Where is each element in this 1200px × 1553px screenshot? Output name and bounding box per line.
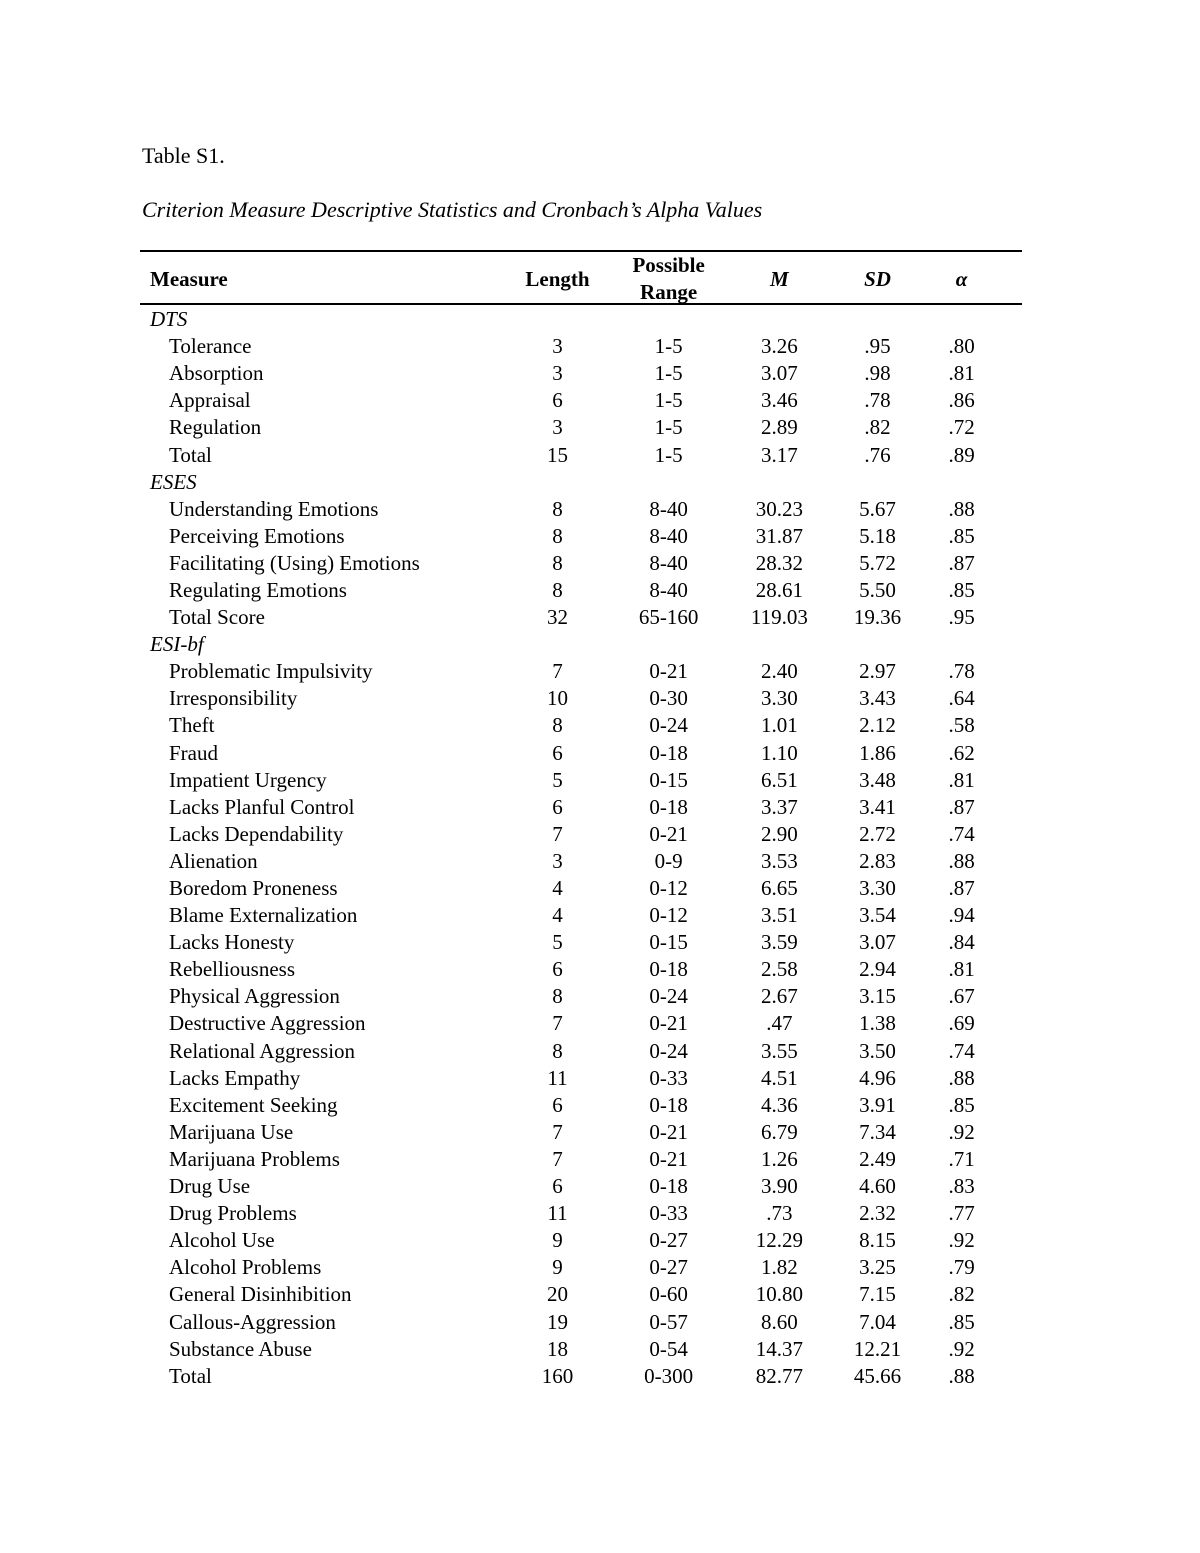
alpha-cell: .78 bbox=[948, 659, 975, 684]
table-row bbox=[140, 740, 1022, 767]
table-row bbox=[140, 577, 1022, 604]
length-cell: 8 bbox=[552, 1038, 563, 1063]
measure-cell: Regulating Emotions bbox=[169, 577, 347, 602]
length-cell: 19 bbox=[547, 1309, 569, 1334]
sd-cell: 1.86 bbox=[859, 740, 896, 765]
sd-cell: 3.50 bbox=[859, 1038, 896, 1063]
table-row bbox=[140, 794, 1022, 821]
length-cell: 6 bbox=[552, 388, 563, 413]
measure-cell: Excitement Seeking bbox=[169, 1092, 338, 1117]
alpha-cell: .71 bbox=[948, 1146, 975, 1171]
measure-cell: Alcohol Use bbox=[169, 1228, 275, 1253]
table-row bbox=[140, 387, 1022, 414]
sd-cell: 3.15 bbox=[859, 984, 896, 1009]
mean-cell: .47 bbox=[766, 1011, 793, 1036]
range-cell: 0-33 bbox=[649, 1201, 688, 1226]
range-cell: 1-5 bbox=[654, 388, 683, 413]
alpha-cell: .85 bbox=[948, 577, 975, 602]
sd-cell: .82 bbox=[864, 415, 891, 440]
range-cell: 0-18 bbox=[649, 740, 688, 765]
measure-cell: Tolerance bbox=[169, 334, 252, 359]
alpha-cell: .92 bbox=[948, 1228, 975, 1253]
measure-cell: Total Score bbox=[169, 605, 265, 630]
section-row bbox=[140, 306, 1022, 333]
table-row bbox=[140, 929, 1022, 956]
sd-cell: 45.66 bbox=[853, 1363, 902, 1388]
mean-cell: 3.37 bbox=[760, 794, 798, 819]
mean-cell: 3.17 bbox=[760, 442, 798, 467]
table-row bbox=[140, 902, 1022, 929]
alpha-cell: .87 bbox=[948, 876, 975, 901]
sd-cell: 2.32 bbox=[859, 1201, 896, 1226]
length-cell: 8 bbox=[552, 523, 563, 548]
table-row bbox=[140, 1363, 1022, 1390]
range-header bbox=[632, 252, 704, 306]
table-row bbox=[140, 1146, 1022, 1173]
sd-cell: 7.04 bbox=[859, 1309, 896, 1334]
sd-cell: 4.96 bbox=[859, 1065, 896, 1090]
range-cell: 0-21 bbox=[649, 1119, 688, 1144]
sd-cell: 1.38 bbox=[859, 1011, 896, 1036]
table-row bbox=[140, 956, 1022, 983]
measure-cell: Irresponsibility bbox=[169, 686, 298, 711]
length-cell: 8 bbox=[552, 713, 563, 738]
sd-cell: 7.34 bbox=[859, 1119, 896, 1144]
alpha-cell: .88 bbox=[948, 1363, 975, 1388]
range-cell: 1-5 bbox=[654, 334, 683, 359]
mean-cell: 2.89 bbox=[760, 415, 798, 440]
sd-cell: .95 bbox=[864, 334, 891, 359]
alpha-cell: .62 bbox=[948, 740, 975, 765]
mean-cell: .73 bbox=[766, 1201, 793, 1226]
sd-cell: .98 bbox=[864, 361, 891, 386]
length-cell: 6 bbox=[552, 794, 563, 819]
alpha-cell: .95 bbox=[948, 605, 975, 630]
alpha-cell: .72 bbox=[948, 415, 975, 440]
mean-cell: 3.51 bbox=[760, 903, 798, 928]
mean-cell: 119.03 bbox=[750, 605, 808, 630]
sd-cell: 2.94 bbox=[859, 957, 896, 982]
table-row bbox=[140, 414, 1022, 441]
mean-cell: 82.77 bbox=[755, 1363, 803, 1388]
sd-cell: 3.91 bbox=[859, 1092, 896, 1117]
range-cell: 0-12 bbox=[649, 903, 688, 928]
table-title: Criterion Measure Descriptive Statistics and Cronbach’s Alpha Values bbox=[142, 197, 763, 222]
table-row bbox=[140, 1173, 1022, 1200]
length-cell: 5 bbox=[552, 767, 563, 792]
length-cell: 6 bbox=[552, 740, 563, 765]
alpha-cell: .58 bbox=[948, 713, 975, 738]
length-cell: 7 bbox=[552, 1119, 563, 1144]
alpha-cell: .89 bbox=[948, 442, 975, 467]
range-cell: 0-18 bbox=[649, 1174, 688, 1199]
measure-cell: Substance Abuse bbox=[169, 1336, 312, 1361]
alpha-cell: .86 bbox=[948, 388, 975, 413]
mean-cell: 6.79 bbox=[760, 1119, 798, 1144]
sd-cell: 3.48 bbox=[859, 767, 896, 792]
table-row bbox=[140, 496, 1022, 523]
measure-cell: Drug Use bbox=[169, 1174, 251, 1199]
measure-cell: Alcohol Problems bbox=[169, 1255, 322, 1280]
range-cell: 0-15 bbox=[649, 930, 688, 955]
length-cell: 7 bbox=[552, 1146, 563, 1171]
length-cell: 9 bbox=[552, 1228, 563, 1253]
section-label: DTS bbox=[150, 307, 188, 332]
range-cell: 0-12 bbox=[649, 876, 688, 901]
length-cell: 7 bbox=[552, 1011, 563, 1036]
alpha-cell: .64 bbox=[948, 686, 975, 711]
range-cell: 65-160 bbox=[638, 605, 699, 630]
sd-cell: .76 bbox=[864, 442, 891, 467]
sd-cell: 7.15 bbox=[859, 1282, 896, 1307]
alpha-cell: .87 bbox=[948, 794, 975, 819]
table-row bbox=[140, 685, 1022, 712]
mean-cell: 3.53 bbox=[760, 848, 798, 873]
range-cell: 0-21 bbox=[649, 1011, 688, 1036]
measure-cell: Alienation bbox=[169, 848, 258, 873]
table-row bbox=[140, 1065, 1022, 1092]
alpha-cell: .84 bbox=[948, 930, 975, 955]
descriptive-statistics-table bbox=[140, 252, 1022, 1390]
measure-cell: Appraisal bbox=[169, 388, 251, 413]
mean-cell: 12.29 bbox=[755, 1228, 803, 1253]
table-row bbox=[140, 360, 1022, 387]
alpha-cell: .94 bbox=[948, 903, 975, 928]
mean-cell: 4.36 bbox=[760, 1092, 798, 1117]
table-row bbox=[140, 1281, 1022, 1308]
measure-cell: Problematic Impulsivity bbox=[169, 659, 373, 684]
mean-cell: 28.32 bbox=[755, 550, 803, 575]
range-cell: 0-21 bbox=[649, 1146, 688, 1171]
measure-header: Measure bbox=[150, 266, 228, 291]
sd-cell: 5.50 bbox=[859, 577, 896, 602]
section-label: ESES bbox=[150, 469, 197, 494]
mean-cell: 14.37 bbox=[755, 1336, 803, 1361]
sd-cell: 3.41 bbox=[859, 794, 896, 819]
length-cell: 10 bbox=[547, 686, 569, 711]
sd-cell: 12.21 bbox=[853, 1336, 902, 1361]
table-row bbox=[140, 1010, 1022, 1037]
measure-cell: General Disinhibition bbox=[169, 1282, 352, 1307]
sd-cell: .78 bbox=[864, 388, 891, 413]
section-row bbox=[140, 631, 1022, 658]
length-cell: 3 bbox=[552, 848, 563, 873]
table-row bbox=[140, 550, 1022, 577]
table-row bbox=[140, 441, 1022, 468]
mean-cell: 2.90 bbox=[760, 821, 798, 846]
length-cell: 15 bbox=[547, 442, 569, 467]
table-row bbox=[140, 1092, 1022, 1119]
measure-cell: Marijuana Problems bbox=[169, 1146, 340, 1171]
table-row bbox=[140, 523, 1022, 550]
sd-cell: 19.36 bbox=[853, 605, 902, 630]
sd-cell: 3.07 bbox=[859, 930, 896, 955]
mean-cell: 30.23 bbox=[755, 496, 803, 521]
alpha-cell: .80 bbox=[948, 334, 975, 359]
alpha-cell: .83 bbox=[948, 1174, 975, 1199]
sd-cell: 2.49 bbox=[859, 1146, 896, 1171]
measure-cell: Marijuana Use bbox=[169, 1119, 294, 1144]
table-row bbox=[140, 1119, 1022, 1146]
sd-cell: 8.15 bbox=[859, 1228, 896, 1253]
measure-cell: Total bbox=[169, 1363, 212, 1388]
length-cell: 6 bbox=[552, 1092, 563, 1117]
measure-cell: Understanding Emotions bbox=[169, 496, 379, 521]
measure-cell: Rebelliousness bbox=[169, 957, 295, 982]
range-cell: 0-54 bbox=[649, 1336, 688, 1361]
measure-cell: Blame Externalization bbox=[169, 903, 358, 928]
range-cell: 1-5 bbox=[654, 415, 683, 440]
mean-cell: 6.65 bbox=[760, 876, 798, 901]
table-row bbox=[140, 767, 1022, 794]
range-cell: 8-40 bbox=[649, 550, 688, 575]
mean-cell: 2.40 bbox=[760, 659, 798, 684]
section-row bbox=[140, 469, 1022, 496]
alpha-cell: .88 bbox=[948, 1065, 975, 1090]
length-cell: 7 bbox=[552, 659, 563, 684]
alpha-cell: .88 bbox=[948, 848, 975, 873]
range-cell: 8-40 bbox=[649, 523, 688, 548]
length-cell: 11 bbox=[547, 1065, 568, 1090]
table-row bbox=[140, 1336, 1022, 1363]
measure-cell: Boredom Proneness bbox=[169, 876, 338, 901]
range-cell: 0-57 bbox=[649, 1309, 688, 1334]
length-cell: 9 bbox=[552, 1255, 563, 1280]
mean-cell: 3.26 bbox=[760, 334, 798, 359]
sd-cell: 3.54 bbox=[859, 903, 896, 928]
mean-cell: 4.51 bbox=[760, 1065, 798, 1090]
range-header-line1: Possible bbox=[632, 253, 705, 277]
table-row bbox=[140, 983, 1022, 1010]
measure-cell: Absorption bbox=[169, 361, 264, 386]
measure-cell: Fraud bbox=[169, 740, 218, 765]
measure-cell: Lacks Honesty bbox=[169, 930, 295, 955]
alpha-cell: .88 bbox=[948, 496, 975, 521]
sd-cell: 5.18 bbox=[859, 523, 896, 548]
table-row bbox=[140, 604, 1022, 631]
mean-header: M bbox=[770, 266, 789, 291]
sd-cell: 3.25 bbox=[859, 1255, 896, 1280]
mean-cell: 31.87 bbox=[755, 523, 803, 548]
measure-cell: Impatient Urgency bbox=[169, 767, 327, 792]
length-cell: 32 bbox=[547, 605, 569, 630]
length-cell: 7 bbox=[552, 821, 563, 846]
range-cell: 0-18 bbox=[649, 1092, 688, 1117]
range-header-line2: Range bbox=[640, 280, 698, 304]
table-row bbox=[140, 1200, 1022, 1227]
alpha-cell: .74 bbox=[948, 821, 975, 846]
length-cell: 3 bbox=[552, 334, 563, 359]
length-cell: 8 bbox=[552, 550, 563, 575]
range-cell: 8-40 bbox=[649, 496, 688, 521]
measure-cell: Lacks Dependability bbox=[169, 821, 344, 846]
mean-cell: 3.07 bbox=[760, 361, 798, 386]
table-row bbox=[140, 1038, 1022, 1065]
alpha-header: α bbox=[955, 266, 968, 291]
sd-cell: 5.72 bbox=[859, 550, 896, 575]
measure-cell: Relational Aggression bbox=[169, 1038, 356, 1063]
range-cell: 0-18 bbox=[649, 794, 688, 819]
mean-cell: 1.10 bbox=[760, 740, 798, 765]
sd-cell: 3.43 bbox=[859, 686, 896, 711]
measure-cell: Perceiving Emotions bbox=[169, 523, 345, 548]
range-cell: 0-27 bbox=[649, 1255, 688, 1280]
alpha-cell: .85 bbox=[948, 1092, 975, 1117]
length-cell: 5 bbox=[552, 930, 563, 955]
measure-cell: Lacks Empathy bbox=[169, 1065, 301, 1090]
measure-cell: Physical Aggression bbox=[169, 984, 340, 1009]
table-row bbox=[140, 875, 1022, 902]
mean-cell: 28.61 bbox=[755, 577, 803, 602]
range-cell: 0-27 bbox=[649, 1228, 688, 1253]
mean-cell: 2.58 bbox=[760, 957, 798, 982]
mean-cell: 3.59 bbox=[760, 930, 798, 955]
length-header: Length bbox=[525, 266, 590, 291]
length-cell: 8 bbox=[552, 577, 563, 602]
length-cell: 160 bbox=[541, 1363, 574, 1388]
range-cell: 0-300 bbox=[644, 1363, 694, 1388]
alpha-cell: .69 bbox=[948, 1011, 975, 1036]
mean-cell: 2.67 bbox=[760, 984, 798, 1009]
length-cell: 8 bbox=[552, 496, 563, 521]
sd-cell: 4.60 bbox=[859, 1174, 896, 1199]
table-row bbox=[140, 1254, 1022, 1281]
mean-cell: 3.90 bbox=[760, 1174, 798, 1199]
alpha-cell: .92 bbox=[948, 1336, 975, 1361]
measure-cell: Facilitating (Using) Emotions bbox=[169, 550, 420, 575]
range-cell: 0-18 bbox=[649, 957, 688, 982]
mean-cell: 3.30 bbox=[760, 686, 798, 711]
mean-cell: 3.46 bbox=[760, 388, 798, 413]
header-row bbox=[140, 252, 1022, 306]
length-cell: 18 bbox=[547, 1336, 569, 1361]
mean-cell: 1.82 bbox=[760, 1255, 798, 1280]
alpha-cell: .77 bbox=[948, 1201, 975, 1226]
alpha-cell: .92 bbox=[948, 1119, 975, 1144]
range-cell: 0-24 bbox=[649, 984, 688, 1009]
table-row bbox=[140, 1308, 1022, 1335]
table-row bbox=[140, 333, 1022, 360]
table-row bbox=[140, 712, 1022, 739]
alpha-cell: .82 bbox=[948, 1282, 975, 1307]
measure-cell: Drug Problems bbox=[169, 1201, 297, 1226]
sd-cell: 2.97 bbox=[859, 659, 896, 684]
length-cell: 3 bbox=[552, 361, 563, 386]
mean-cell: 10.80 bbox=[755, 1282, 803, 1307]
length-cell: 20 bbox=[547, 1282, 569, 1307]
alpha-cell: .81 bbox=[948, 957, 975, 982]
mean-cell: 1.01 bbox=[760, 713, 798, 738]
range-cell: 0-33 bbox=[649, 1065, 688, 1090]
length-cell: 4 bbox=[552, 903, 563, 928]
table-row bbox=[140, 1227, 1022, 1254]
range-cell: 0-9 bbox=[654, 848, 683, 873]
mean-cell: 8.60 bbox=[760, 1309, 798, 1334]
alpha-cell: .85 bbox=[948, 523, 975, 548]
alpha-cell: .79 bbox=[948, 1255, 975, 1280]
range-cell: 1-5 bbox=[654, 442, 683, 467]
table-row bbox=[140, 848, 1022, 875]
range-cell: 0-21 bbox=[649, 659, 688, 684]
sd-header: SD bbox=[864, 266, 891, 291]
measure-cell: Theft bbox=[169, 713, 215, 738]
alpha-cell: .85 bbox=[948, 1309, 975, 1334]
range-cell: 1-5 bbox=[654, 361, 683, 386]
range-cell: 8-40 bbox=[649, 577, 688, 602]
range-cell: 0-21 bbox=[649, 821, 688, 846]
alpha-cell: .87 bbox=[948, 550, 975, 575]
sd-cell: 2.72 bbox=[859, 821, 896, 846]
measure-cell: Total bbox=[169, 442, 212, 467]
table-label: Table S1. bbox=[142, 143, 225, 168]
mean-cell: 1.26 bbox=[760, 1146, 798, 1171]
length-cell: 4 bbox=[552, 876, 563, 901]
range-cell: 0-15 bbox=[649, 767, 688, 792]
alpha-cell: .81 bbox=[948, 767, 975, 792]
mean-cell: 6.51 bbox=[760, 767, 798, 792]
measure-cell: Destructive Aggression bbox=[169, 1011, 366, 1036]
table-row bbox=[140, 658, 1022, 685]
measure-cell: Lacks Planful Control bbox=[169, 794, 355, 819]
measure-cell: Callous-Aggression bbox=[169, 1309, 336, 1334]
range-cell: 0-24 bbox=[649, 1038, 688, 1063]
length-cell: 3 bbox=[552, 415, 563, 440]
sd-cell: 2.12 bbox=[859, 713, 896, 738]
measure-cell: Regulation bbox=[169, 415, 262, 440]
alpha-cell: .81 bbox=[948, 361, 975, 386]
sd-cell: 2.83 bbox=[859, 848, 896, 873]
mean-cell: 3.55 bbox=[760, 1038, 798, 1063]
length-cell: 6 bbox=[552, 957, 563, 982]
alpha-cell: .74 bbox=[948, 1038, 975, 1063]
section-label: ESI-bf bbox=[150, 632, 204, 657]
alpha-cell: .67 bbox=[948, 984, 975, 1009]
length-cell: 8 bbox=[552, 984, 563, 1009]
range-cell: 0-60 bbox=[649, 1282, 688, 1307]
length-cell: 11 bbox=[547, 1201, 568, 1226]
table-row bbox=[140, 821, 1022, 848]
range-cell: 0-24 bbox=[649, 713, 688, 738]
sd-cell: 3.30 bbox=[859, 876, 896, 901]
range-cell: 0-30 bbox=[649, 686, 688, 711]
length-cell: 6 bbox=[552, 1174, 563, 1199]
sd-cell: 5.67 bbox=[859, 496, 896, 521]
